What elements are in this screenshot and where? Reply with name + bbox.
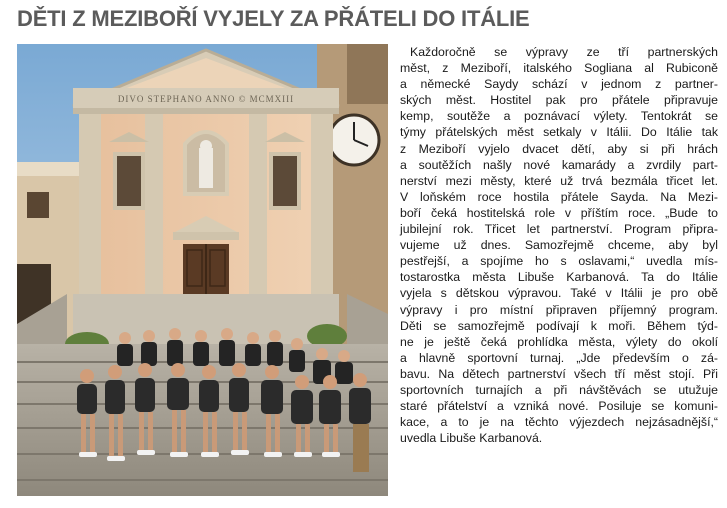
article-line: kemp, soutěže a poznávací výlety. Tentokrát se: [400, 109, 718, 124]
article-headline: DĚTI Z MEZIBOŘÍ VYJELY ZA PŘÁTELI DO ITÁLIE: [17, 6, 530, 31]
article-line: a hlavně sportovní turnaj. „Jde především o zá-: [400, 350, 718, 365]
group-photo: [17, 44, 388, 496]
article-line: týmy přátelských měst setkaly v Itálii. Do Itálie tak: [400, 125, 718, 140]
article-line: a soutěžích našly nové kamarády a zvrdily part-: [400, 157, 718, 172]
article-line: vyjela s dětskou výpravou. Také v Itálii je pro obě: [400, 286, 718, 301]
facade-inscription: DIVO STEPHANO ANNO © MCMXIII: [117, 94, 295, 104]
article-line: nerství mezi městy, které už trvá bezmála třicet let.: [400, 173, 718, 188]
article-line: pestřejší, a spojíme ho s oslavami,“ uvedla mís-: [400, 254, 718, 269]
article-line: staré přátelství a vzniká nové. Posiluje se komuni-: [400, 399, 718, 414]
article-line: jubilejní rok. Třicet let partnerství. Program připra-: [400, 222, 718, 237]
article-line: sportovních turnajích a při návštěvách se utužuje: [400, 382, 718, 397]
article-line: tostarostka města Libuše Karbanová. Ta do Itálie: [400, 270, 718, 285]
article-line: Děti se samozřejmě podívají k moři. Během týd-: [400, 318, 718, 333]
article-line: ských měst. Hostitel pak pro přátele připravuje: [400, 93, 718, 108]
article-line: z Meziboří vyjelo dvacet dětí, aby si při hrách: [400, 141, 718, 156]
article-line: bavu. Na dětech partnerství všech tří měst stojí. Při: [400, 366, 718, 381]
article-line: boří čeká hostitelská role v příštím roce. „Bude to: [400, 205, 718, 220]
article-line: ne je ještě čeká prohlídka města, výlety do okolí: [400, 334, 718, 349]
article-line: vujeme už dnes. Samozřejmě chceme, aby byl: [400, 238, 718, 253]
article-line: Každoročně se výpravy ze tří partnerských: [410, 45, 718, 59]
article-line: kace, a to je na těchto výjezdech nejzásadnější,“: [400, 415, 718, 430]
article-body: [400, 44, 718, 446]
article-line: a německé Saydy schází v jednom z partner-: [400, 77, 718, 92]
article-line: měst, z Meziboří, italského Sogliana al Rubiconě: [400, 61, 718, 76]
article-line: uvedla Libuše Karbanová.: [400, 431, 543, 446]
article-line: V loňském roce hostila přátele Sayda. Na Mezi-: [400, 189, 718, 204]
article-line: výpravy i pro místní připraven příjemný program.: [400, 302, 718, 317]
